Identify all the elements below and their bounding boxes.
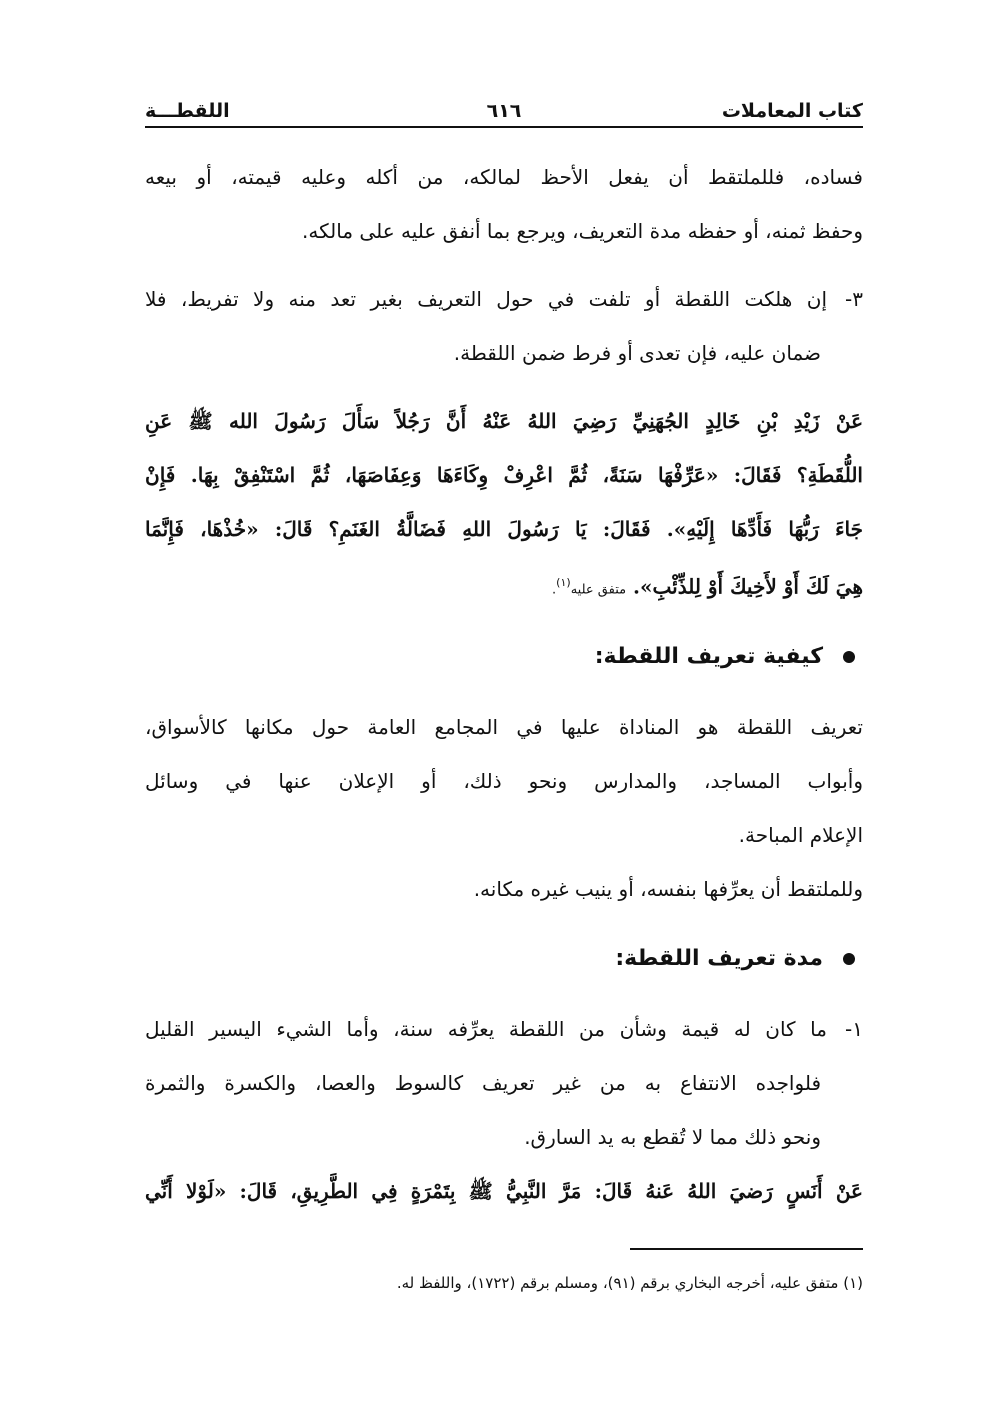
footnote-ref: (١) — [556, 576, 571, 589]
hadith-source: متفق عليه — [570, 582, 627, 598]
page-body — [145, 150, 863, 1218]
text-line: فساده، فللملتقط أن يفعل الأحظ لمالكه، من أكله وعليه قيمته، أو بيعه — [145, 165, 863, 189]
item-number: ٣- — [845, 287, 863, 311]
item-text: إن هلكت اللقطة أو تلفت في حول التعريف بغير تعد منه ولا تفريط، فلا — [145, 287, 827, 311]
chapter-title: اللقطـــة — [145, 100, 230, 122]
hadith-line: جَاءَ رَبُّهَا فَأَدِّهَا إِلَيْهِ». فَقَالَ: يَا رَسُولَ اللهِ فَضَالَّةُ الغَنَمِ؟ قَالَ: «خُذْهَا، فَإِنَّمَا — [145, 517, 863, 541]
text-line — [145, 1002, 863, 1056]
footnote-rule — [630, 1248, 863, 1250]
paragraph-continuation — [145, 150, 863, 258]
book-title: كتاب المعاملات — [721, 100, 863, 122]
item-number: ١- — [845, 1017, 863, 1041]
text-line: ضمان عليه، فإن تعدى أو فرط ضمن اللقطة. — [453, 341, 821, 365]
section-heading — [145, 930, 863, 988]
numbered-item-1 — [145, 1002, 863, 1164]
hadith-anas — [145, 1164, 863, 1218]
item-text: ما كان له قيمة وشأن من اللقطة يعرِّفه سنة، وأما الشيء اليسير القليل — [145, 1017, 827, 1041]
paragraph-how-to-announce — [145, 700, 863, 862]
bullet-icon — [843, 953, 855, 965]
hadith-line: عَنْ أَنَسٍ رَضيَ اللهُ عَنهُ قَالَ: مَرَّ النَّبِيُّ ﷺ بِتَمْرَةٍ فِي الطَّرِيقِ، قَالَ: «لَوْلا أَنِّي — [145, 1179, 863, 1203]
section-heading — [145, 628, 863, 686]
hadith-line: اللُّقَطَةِ؟ فَقَالَ: «عَرِّفْهَا سَنَةً، ثُمَّ اعْرِفْ وِكَاءَهَا وَعِفَاصَهَا، ثُمَّ اسْتَنْفِقْ بِهَا. فَإِنْ — [145, 463, 863, 487]
hadith-text: هِيَ لَكَ أَوْ لأَخِيكَ أَوْ لِلذِّئْبِ». — [633, 574, 863, 599]
hadith-line: عَنْ زَيْدِ بْنِ خَالِدٍ الجُهَنِيِّ رَضِيَ اللهُ عَنْهُ أَنَّ رَجُلاً سَأَلَ رَسُولَ الله ﷺ عَنِ — [145, 409, 863, 433]
heading-text: مدة تعريف اللقطة: — [615, 946, 823, 971]
text-line: ونحو ذلك مما لا تُقطع به يد السارق. — [524, 1125, 821, 1149]
page-number: ٦١٦ — [486, 100, 522, 122]
header-rule — [145, 126, 863, 128]
paragraph-self-announce: وللملتقط أن يعرِّفها بنفسه، أو ينيب غيره مكانه. — [473, 877, 863, 901]
bullet-icon — [843, 651, 855, 663]
running-header — [145, 98, 863, 128]
text-line: وحفظ ثمنه، أو حفظه مدة التعريف، ويرجع بما أنفق عليه على مالكه. — [302, 219, 863, 243]
hadith-zaid-ibn-khalid — [145, 394, 863, 610]
numbered-item-3 — [145, 272, 863, 380]
hadith-line — [145, 556, 863, 610]
end-mark: . — [552, 582, 557, 598]
text-line: فلواجده الانتفاع به من غير تعريف كالسوط والعصا، والكسرة والثمرة — [145, 1071, 821, 1095]
text-line: الإعلام المباحة. — [738, 823, 863, 847]
text-line — [145, 272, 863, 326]
heading-text: كيفية تعريف اللقطة: — [594, 644, 823, 669]
text-line: تعريف اللقطة هو المناداة عليها في المجامع العامة حول مكانها كالأسواق، — [145, 715, 863, 739]
footnote: (١) متفق عليه، أخرجه البخاري برقم (٩١)، ومسلم برقم (١٧٢٢)، واللفظ له. — [396, 1274, 863, 1292]
text-line: وأبواب المساجد، والمدارس ونحو ذلك، أو الإعلان عنها في وسائل — [145, 769, 863, 793]
